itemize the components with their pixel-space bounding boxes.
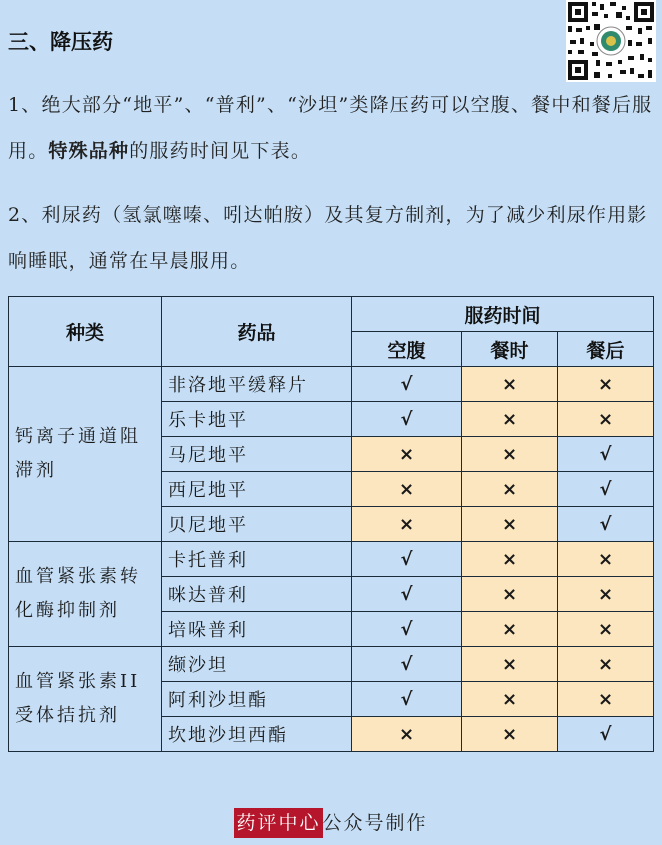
header-after-meal: 餐后: [558, 332, 654, 367]
meal-cell: ×: [462, 542, 558, 577]
fasting-cell: √: [352, 402, 462, 437]
meal-cell: ×: [462, 717, 558, 752]
after-meal-cell: √: [558, 437, 654, 472]
after-meal-cell: ×: [558, 647, 654, 682]
header-fasting: 空腹: [352, 332, 462, 367]
drug-cell: 贝尼地平: [162, 507, 352, 542]
after-meal-cell: ×: [558, 577, 654, 612]
paragraph1-bold-text: 特殊品种: [48, 140, 130, 162]
header-drug: 药品: [162, 297, 352, 367]
after-meal-cell: ×: [558, 542, 654, 577]
after-meal-cell: √: [558, 717, 654, 752]
fasting-cell: ×: [352, 437, 462, 472]
drug-cell: 坎地沙坦西酯: [162, 717, 352, 752]
brand-label: 药评中心: [234, 808, 322, 838]
drug-cell: 缬沙坦: [162, 647, 352, 682]
drug-cell: 培哚普利: [162, 612, 352, 647]
footer-suffix: 公众号制作: [322, 812, 428, 834]
footer-credit: [0, 808, 662, 835]
after-meal-cell: ×: [558, 612, 654, 647]
fasting-cell: ×: [352, 472, 462, 507]
after-meal-cell: √: [558, 472, 654, 507]
paragraph1-text: 1、绝大部分“地平”、“普利”、“沙坦”类降压药可以空腹、餐中和餐后服用。: [8, 94, 653, 162]
header-time: 服药时间: [352, 297, 654, 332]
meal-cell: ×: [462, 682, 558, 717]
qr-code-icon[interactable]: [566, 0, 656, 82]
fasting-cell: √: [352, 612, 462, 647]
fasting-cell: ×: [352, 507, 462, 542]
category-cell: 血管紧张素转化酶抑制剂: [9, 542, 162, 647]
meal-cell: ×: [462, 612, 558, 647]
after-meal-cell: √: [558, 507, 654, 542]
drug-cell: 西尼地平: [162, 472, 352, 507]
paragraph1-text-end: 的服药时间见下表。: [129, 140, 312, 162]
header-meal: 餐时: [462, 332, 558, 367]
paragraph-meal-timing: [8, 82, 658, 174]
drug-cell: 非洛地平缓释片: [162, 367, 352, 402]
drug-cell: 乐卡地平: [162, 402, 352, 437]
fasting-cell: √: [352, 647, 462, 682]
fasting-cell: ×: [352, 717, 462, 752]
fasting-cell: √: [352, 542, 462, 577]
fasting-cell: √: [352, 577, 462, 612]
drug-cell: 阿利沙坦酯: [162, 682, 352, 717]
table-row: [9, 647, 654, 682]
meal-cell: ×: [462, 577, 558, 612]
after-meal-cell: ×: [558, 367, 654, 402]
meal-cell: ×: [462, 437, 558, 472]
header-category: 种类: [9, 297, 162, 367]
fasting-cell: √: [352, 367, 462, 402]
fasting-cell: √: [352, 682, 462, 717]
meal-cell: ×: [462, 507, 558, 542]
meal-cell: ×: [462, 367, 558, 402]
after-meal-cell: ×: [558, 402, 654, 437]
meal-cell: ×: [462, 402, 558, 437]
medication-timing-table: [8, 296, 654, 752]
table-row: [9, 542, 654, 577]
paragraph-diuretics: 2、利尿药（氢氯噻嗪、吲达帕胺）及其复方制剂，为了减少利尿作用影响睡眠，通常在早晨服用。: [8, 204, 648, 272]
after-meal-cell: ×: [558, 682, 654, 717]
category-cell: 血管紧张素II受体拮抗剂: [9, 647, 162, 752]
table-row: [9, 367, 654, 402]
section-title: 三、降压药: [8, 30, 113, 54]
drug-cell: 卡托普利: [162, 542, 352, 577]
meal-cell: ×: [462, 647, 558, 682]
category-cell: 钙离子通道阻滞剂: [9, 367, 162, 542]
meal-cell: ×: [462, 472, 558, 507]
drug-cell: 咪达普利: [162, 577, 352, 612]
drug-cell: 马尼地平: [162, 437, 352, 472]
